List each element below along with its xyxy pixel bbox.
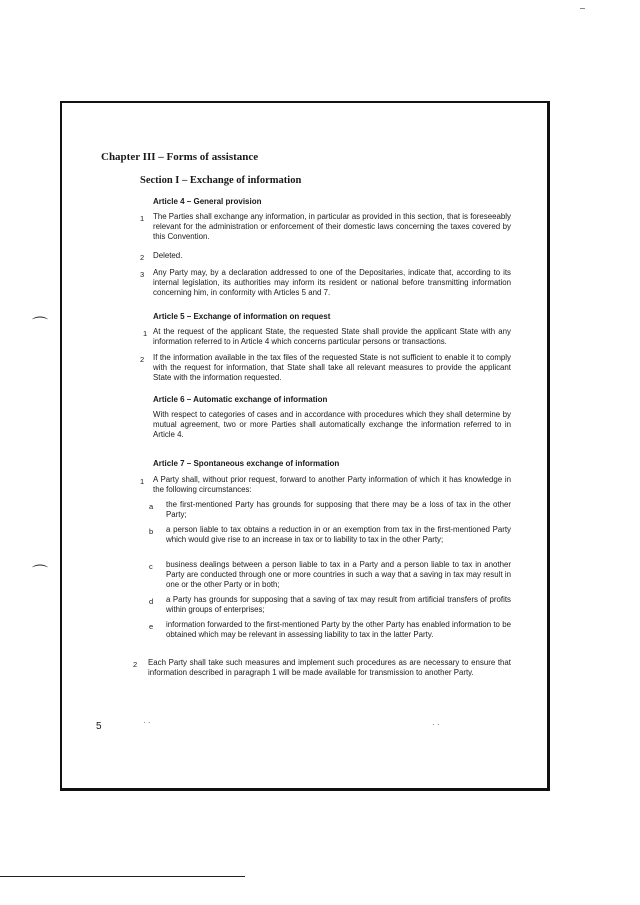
paragraph-number: 2 [140,253,145,262]
article-7-item-a: the first-mentioned Party has grounds for supposing that there may be a loss of tax in the other Party; [166,500,511,519]
paragraph-number: 1 [140,477,145,486]
article-4-paragraph-2: Deleted. [153,251,183,260]
article-5-paragraph-1: At the request of the applicant State, the requested State shall provide the applicant State with any information referred to in Article 4 which concerns particular persons or transactions. [153,327,511,346]
paragraph-number: 2 [133,660,138,669]
article-5-title: Article 5 – Exchange of information on request [153,312,331,321]
scan-speck: · · [143,718,151,727]
item-letter: e [149,622,154,631]
margin-mark: ⌒ [32,317,49,334]
chapter-title: Chapter III – Forms of assistance [101,151,259,163]
article-7-paragraph-1: A Party shall, without prior request, forward to another Party information of which it has knowledge in the following circumstances: [153,475,511,494]
page-frame [60,101,550,791]
article-4-paragraph-3: Any Party may, by a declaration addressed to one of the Depositaries, indicate that, according to its internal legislation, its authorities may inform its resident or national before transmitting information concerning him, in conformity with Articles 5 and 7. [153,268,511,297]
article-6-text: With respect to categories of cases and in accordance with procedures which they shall determine by mutual agreement, two or more Parties shall automatically exchange the information referred to in Article 4. [153,410,511,439]
margin-mark: ⌒ [32,565,49,582]
article-7-title: Article 7 – Spontaneous exchange of information [153,459,340,468]
article-5-paragraph-2: If the information available in the tax files of the requested State is not sufficient to enable it to comply with the request for information, that State shall take all relevant measures to provide the applicant State with the information requested. [153,353,511,382]
paragraph-number: 1 [143,329,148,338]
paragraph-number: 1 [140,214,145,223]
article-6-title: Article 6 – Automatic exchange of information [153,395,328,404]
item-letter: c [149,562,153,571]
article-4-paragraph-1: The Parties shall exchange any information, in particular as provided in this section, that is foreseeably relevant for the administration or enforcement of their domestic laws concerning the taxes covered by this Convention. [153,212,511,241]
article-7-paragraph-2: Each Party shall take such measures and implement such procedures as are necessary to ensure that information described in paragraph 1 will be made available for transmission to another Party. [148,658,511,677]
footer-rule [0,876,245,877]
scan-speck: · · [432,720,440,729]
section-title: Section I – Exchange of information [140,175,302,186]
article-7-item-d: a Party has grounds for supposing that a saving of tax may result from artificial transfers of profits within groups of enterprises; [166,595,511,614]
article-7-item-c: business dealings between a person liable to tax in a Party and a person liable to tax in another Party are conducted through one or more countries in such a way that a saving in tax may result in one or the other Party or in both; [166,560,511,589]
item-letter: a [149,502,154,511]
item-letter: d [149,597,154,606]
article-7-item-e: information forwarded to the first-mentioned Party by the other Party has enabled information to be obtained which may be relevant in assessing liability to tax in the latter Party. [166,620,511,639]
paragraph-number: 3 [140,270,145,279]
article-4-title: Article 4 – General provision [153,197,262,206]
paragraph-number: 2 [140,355,145,364]
scan-mark [580,8,585,9]
item-letter: b [149,527,154,536]
article-7-item-b: a person liable to tax obtains a reduction in or an exemption from tax in the first-mentioned Party which would give rise to an increase in tax or to liability to tax in the other Party; [166,525,511,544]
page-number: 5 [96,721,102,732]
